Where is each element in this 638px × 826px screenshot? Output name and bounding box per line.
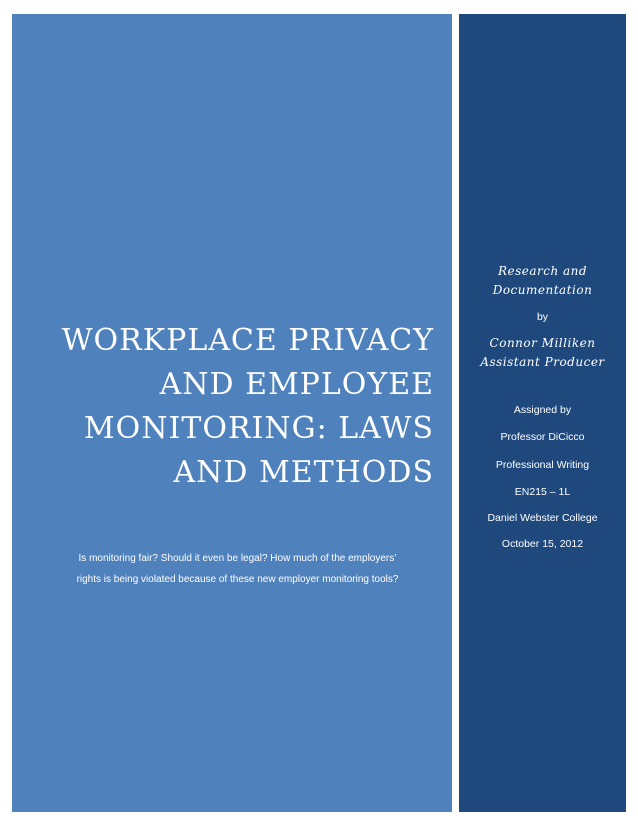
course-code: EN215 – 1L	[514, 486, 571, 498]
title-line: AND EMPLOYEE	[159, 367, 434, 402]
document-type-line: Research and	[497, 264, 588, 278]
assigned-by-label: Assigned by	[513, 404, 572, 416]
author-role: Assistant Producer	[480, 355, 605, 369]
title-line: MONITORING: LAWS	[83, 411, 434, 446]
subtitle-line: rights is being violated because of these new employer monitoring tools?	[76, 574, 399, 585]
title-line: AND METHODS	[173, 455, 434, 490]
document-title	[30, 319, 434, 495]
course-name: Professional Writing	[495, 459, 590, 471]
by-label: by	[536, 311, 549, 323]
document-type-line: Documentation	[492, 283, 593, 297]
professor-name: Professor DiCicco	[500, 431, 585, 443]
author-name: Connor Milliken	[489, 336, 596, 350]
document-date: October 15, 2012	[501, 538, 584, 550]
college-name: Daniel Webster College	[487, 512, 598, 524]
document-type	[459, 262, 626, 300]
author-block	[459, 334, 626, 372]
subtitle-line: Is monitoring fair? Should it even be legal? How much of the employers’	[78, 553, 397, 564]
title-line: WORKPLACE PRIVACY	[61, 323, 434, 358]
document-subtitle	[30, 548, 445, 590]
cover-sidebar-panel	[459, 14, 626, 812]
cover-main-panel	[12, 14, 452, 812]
